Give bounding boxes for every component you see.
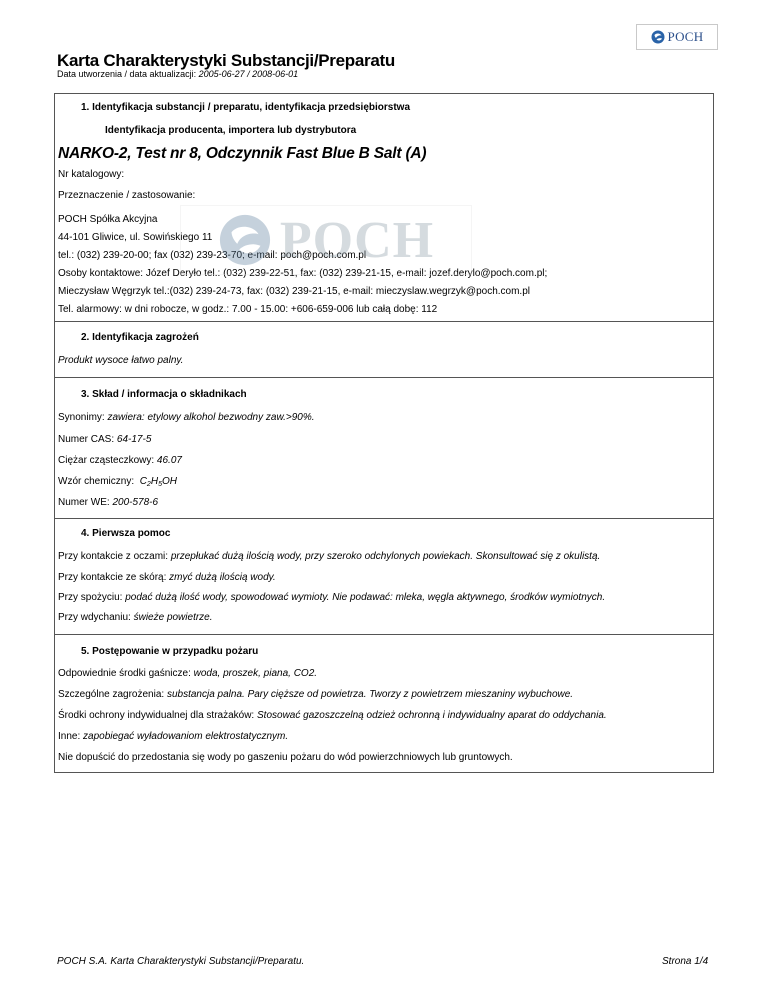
catalog-number: Nr katalogowy:	[58, 169, 125, 180]
mw-value: 46.07	[156, 455, 182, 466]
cas-number	[58, 434, 151, 445]
cas-label: Numer CAS:	[58, 434, 115, 445]
poch-logo-text: POCH	[667, 29, 704, 44]
we-value: 200-578-6	[112, 497, 159, 508]
product-name: NARKO-2, Test nr 8, Odczynnik Fast Blue B Salt (A)	[58, 145, 427, 162]
molecular-weight	[58, 455, 182, 466]
firefighter-ppe	[58, 710, 607, 721]
inhale-value: świeże powietrze.	[133, 612, 213, 623]
mw-label: Ciężar cząsteczkowy:	[58, 455, 155, 466]
section-4-heading: 4. Pierwsza pomoc	[81, 528, 171, 539]
dates-label: Data utworzenia / data aktualizacji:	[57, 69, 197, 79]
ppe-value: Stosować gazoszczelną odzież ochronną i indywidualny aparat do oddychania.	[257, 710, 607, 721]
water-runoff: Nie dopuścić do przedostania się wody po gaszeniu pożaru do wód powierzchniowych lub gruntowych.	[58, 752, 513, 763]
alarm-phone: Tel. alarmowy: w dni robocze, w godz.: 7.00 - 15.00: +606-659-006 lub całą dobę: 112	[58, 304, 438, 315]
ingest-value: podać dużą ilość wody, spowodować wymioty. Nie podawać: mleka, węgla aktywnego, środków wymiotnych.	[125, 592, 606, 603]
section-5-heading: 5. Postępowanie w przypadku pożaru	[81, 646, 259, 657]
eyes-value: przepłukać dużą ilością wody, przy szeroko odchylonych powiekach. Skonsultować się z okulistą.	[170, 551, 601, 562]
dates-value: 2005-06-27 / 2008-06-01	[198, 69, 299, 79]
first-aid-skin	[58, 572, 276, 583]
content-box	[54, 93, 714, 773]
extinguishing-media	[58, 668, 317, 679]
skin-label: Przy kontakcie ze skórą:	[58, 572, 167, 583]
section-divider	[55, 634, 713, 635]
document-dates	[57, 69, 298, 79]
company-phone: tel.: (032) 239-20-00; fax (032) 239-23-70; e-mail: poch@poch.com.pl	[58, 250, 367, 261]
synonyms	[58, 412, 315, 423]
first-aid-inhalation	[58, 612, 213, 623]
section-divider	[55, 518, 713, 519]
other-measures	[58, 731, 288, 742]
chemical-formula	[58, 476, 177, 487]
hazard-value: Produkt wysoce łatwo palny.	[58, 355, 184, 366]
synonyms-label: Synonimy:	[58, 412, 105, 423]
poch-watermark-text: POCH	[279, 211, 435, 269]
media-label: Odpowiednie środki gaśnicze:	[58, 668, 191, 679]
skin-value: zmyć dużą ilością wody.	[169, 572, 276, 583]
contacts-line-1: Osoby kontaktowe: Józef Deryło tel.: (032) 239-22-51, fax: (032) 239-21-15, e-mail: jozef.derylo@poch.com.pl;	[58, 268, 548, 279]
other-label: Inne:	[58, 731, 81, 742]
hazard-text	[58, 355, 183, 366]
media-value: woda, proszek, piana, CO2.	[193, 668, 318, 679]
first-aid-eyes	[58, 551, 600, 562]
section-1-subheading: Identyfikacja producenta, importera lub dystrybutora	[105, 125, 357, 136]
document-title: Karta Charakterystyki Substancji/Preparatu	[57, 51, 395, 70]
formula-oh: OH	[161, 476, 177, 487]
hazards-label: Szczególne zagrożenia:	[58, 689, 165, 700]
purpose: Przeznaczenie / zastosowanie:	[58, 190, 196, 201]
contacts-line-2: Mieczysław Węgrzyk tel.:(032) 239-24-73, fax: (032) 239-21-15, e-mail: mieczyslaw.wegrzyk@poch.com.pl	[58, 286, 530, 297]
company-address: 44-101 Gliwice, ul. Sowińskiego 11	[58, 232, 213, 243]
other-value: zapobiegać wyładowaniom elektrostatycznym.	[83, 731, 289, 742]
formula-c-sub: 2	[146, 481, 151, 488]
formula-c: C	[139, 476, 147, 487]
section-divider	[55, 321, 713, 322]
hazards-value: substancja palna. Pary cięższe od powietrza. Tworzy z powietrzem mieszaniny wybuchowe.	[166, 689, 574, 700]
ingest-label: Przy spożyciu:	[58, 592, 123, 603]
poch-logo-icon	[651, 30, 665, 44]
we-label: Numer WE:	[58, 497, 110, 508]
formula-h-sub: 5	[158, 481, 162, 488]
special-hazards	[58, 689, 573, 700]
formula-h: H	[150, 476, 159, 487]
inhale-label: Przy wdychaniu:	[58, 612, 131, 623]
formula-value	[137, 476, 177, 487]
section-1-heading: 1. Identyfikacja substancji / preparatu, identyfikacja przedsiębiorstwa	[81, 102, 410, 113]
section-2-heading: 2. Identyfikacja zagrożeń	[81, 332, 199, 343]
eyes-label: Przy kontakcie z oczami:	[58, 551, 169, 562]
ppe-label: Środki ochrony indywidualnej dla strażaków:	[58, 710, 255, 721]
formula-label: Wzór chemiczny:	[58, 476, 135, 487]
company-name: POCH Spółka Akcyjna	[58, 214, 158, 225]
section-divider	[55, 377, 713, 378]
footer-page-number: Strona 1/4	[662, 956, 709, 967]
cas-value: 64-17-5	[116, 434, 152, 445]
footer-document-name: POCH S.A. Karta Charakterystyki Substancji/Preparatu.	[57, 956, 305, 967]
poch-logo	[636, 24, 718, 50]
synonyms-value: zawiera: etylowy alkohol bezwodny zaw.>90%.	[107, 412, 315, 423]
we-number	[58, 497, 158, 508]
first-aid-ingestion	[58, 592, 605, 603]
section-3-heading: 3. Skład / informacja o składnikach	[81, 389, 247, 400]
